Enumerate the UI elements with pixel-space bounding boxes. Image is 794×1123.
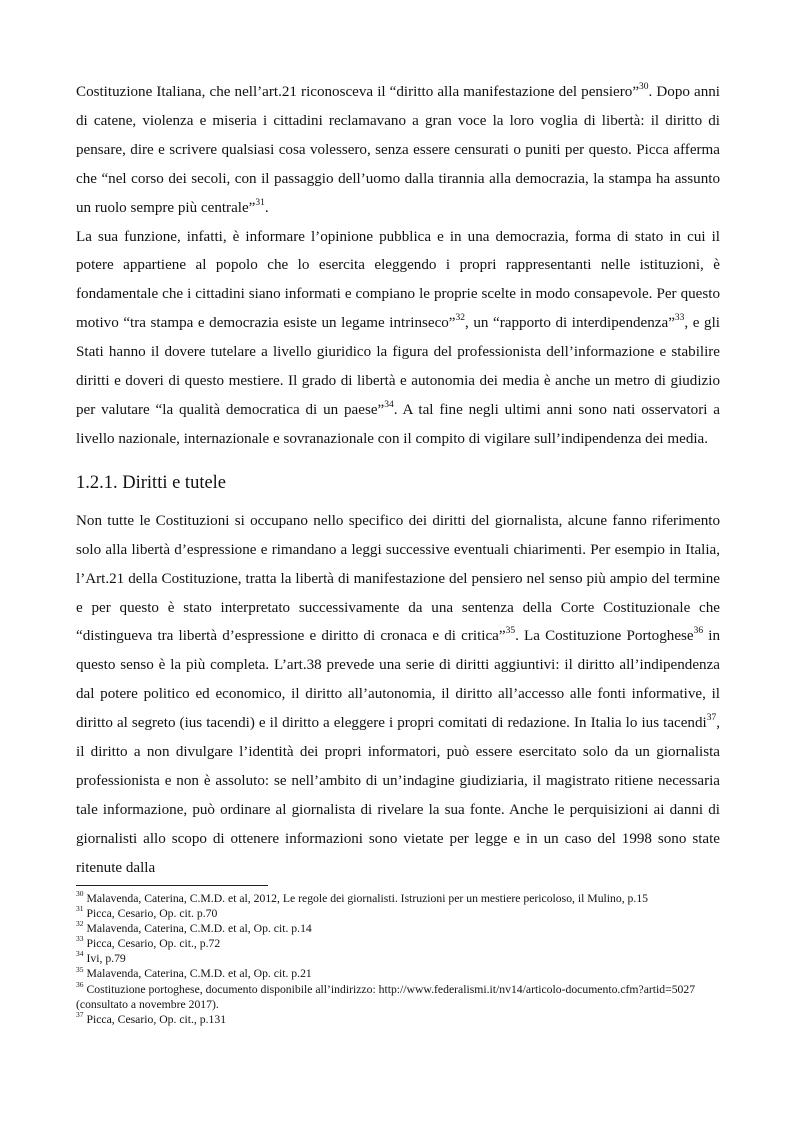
paragraph-3: Non tutte le Costituzioni si occupano nello specifico dei diritti del giornalista, alcune fanno riferimento solo alla libertà d’espressione e rimandano a leggi successive eventuali chiarimenti. Per esempio in Italia, l’Art.21 della Costituzione, tratta la libertà di manifestazione del pensiero nel senso più ampio del termine e per questo è stato interpretato successivamente da una sentenza della Corte Costituzionale che “distingueva tra libertà d’espressione e diritto di cronaca e di critica”$^{35}$. La Costituzione Portoghese$^{36}$ in questo senso è la più completa. L’art.38 prevede una serie di diritti aggiuntivi: il diritto all’indipendenza dal potere politico ed economico, il diritto all’autonomia, il diritto all’accesso alle fonti informative, il diritto al segreto (ius tacendi) e il diritto a eleggere i propri comitati di redazione. In Italia lo ius tacendi$^{37}$, il diritto a non divulgare l’identità dei propri informatori, può essere esercitato solo da un giornalista professionista e non è assoluto: se nell’ambito di un’indagine giudiziaria, il magistrato ritiene necessaria tale informazione, può ordinare al giornalista di rivelare la sua fonte. Anche le perquisizioni ai danni di giornalisti allo scopo di ottenere informazioni sono vietate per legge e in un caso del 1998 sono state ritenute dalla bbox=[76, 512, 721, 876]
footnote-ref-34[interactable]: 34 bbox=[384, 399, 394, 410]
footnote: $^{33}$ Picca, Cesario, Op. cit., p.72 bbox=[76, 934, 221, 951]
footnote: $^{30}$ Malavenda, Caterina, C.M.D. et al, 2012, Le regole dei giornalisti. Istruzioni per un mestiere pericoloso, il Mulino, p.15 bbox=[76, 889, 649, 905]
section-heading: 1.2.1. Diritti e tutele bbox=[76, 472, 227, 493]
footnote-ref-37[interactable]: 37 bbox=[706, 713, 717, 724]
footnote-ref-35[interactable]: 35 bbox=[505, 626, 516, 637]
footnote: $^{36}$ Costituzione portoghese, documento disponibile all’indirizzo: http://www.federalismi.it/nv14/articolo-documento.cfm?artid=5027 (consultato a novembre 2017). bbox=[76, 979, 696, 1011]
paragraph-1: Costituzione Italiana, che nell’art.21 riconosceva il “diritto alla manifestazione del pensiero”$^{30}$. Dopo anni di catene, violenza e miseria i cittadini reclamavano a gran voce la loro voglia di libertà: il diritto di pensare, dire e scrivere qualsiasi cosa volessero, senza essere censurati o puniti per questo. Picca afferma che “nel corso dei secoli, con il passaggio dell’uomo dalla tirannia alla democrazia, la stampa ha assunto un ruolo sempre più centrale”$^{31}$. bbox=[76, 81, 720, 216]
footnote-ref-33[interactable]: 33 bbox=[674, 313, 685, 324]
footnote: $^{32}$ Malavenda, Caterina, C.M.D. et al, Op. cit. p.14 bbox=[76, 919, 312, 936]
footnote: $^{31}$ Picca, Cesario, Op. cit. p.70 bbox=[76, 904, 218, 921]
paragraph-2: La sua funzione, infatti, è informare l’opinione pubblica e in una democrazia, forma di stato in cui il potere appartiene al popolo che lo esercita eleggendo i propri rappresentanti nelle istituzioni, è fondamentale che i cittadini siano informati e compiano le proprie scelte in modo consapevole. Per questo motivo “tra stampa e democrazia esiste un legame intrinseco”$^{32}$, un “rapporto di interdipendenza”$^{33}$, e gli Stati hanno il dovere tutelare a livello giuridico la figura del professionista dell’informazione e stabilire diritti e doveri di questo mestiere. Il grado di libertà e autonomia dei media è anche un metro di giudizio per valutare “la qualità democratica di un paese”$^{34}$. A tal fine negli ultimi anni sono nati osservatori a livello nazionale, internazionale e sovranazionale con il compito di vigilare sull’indipendenza dei media. bbox=[76, 228, 720, 447]
footnotes bbox=[76, 891, 720, 1027]
footnote-divider bbox=[76, 885, 268, 886]
footnote-ref-36[interactable]: 36 bbox=[693, 626, 704, 637]
footnote: $^{34}$ Ivi, p.79 bbox=[76, 949, 126, 966]
footnote-ref-32[interactable]: 32 bbox=[455, 313, 466, 324]
footnote-ref-30[interactable]: 30 bbox=[639, 81, 649, 92]
footnote-ref-31[interactable]: 31 bbox=[255, 197, 265, 208]
page-body bbox=[76, 78, 720, 883]
footnote: $^{37}$ Picca, Cesario, Op. cit., p.131 bbox=[76, 1009, 227, 1026]
footnote: $^{35}$ Malavenda, Caterina, C.M.D. et al, Op. cit. p.21 bbox=[76, 964, 312, 981]
